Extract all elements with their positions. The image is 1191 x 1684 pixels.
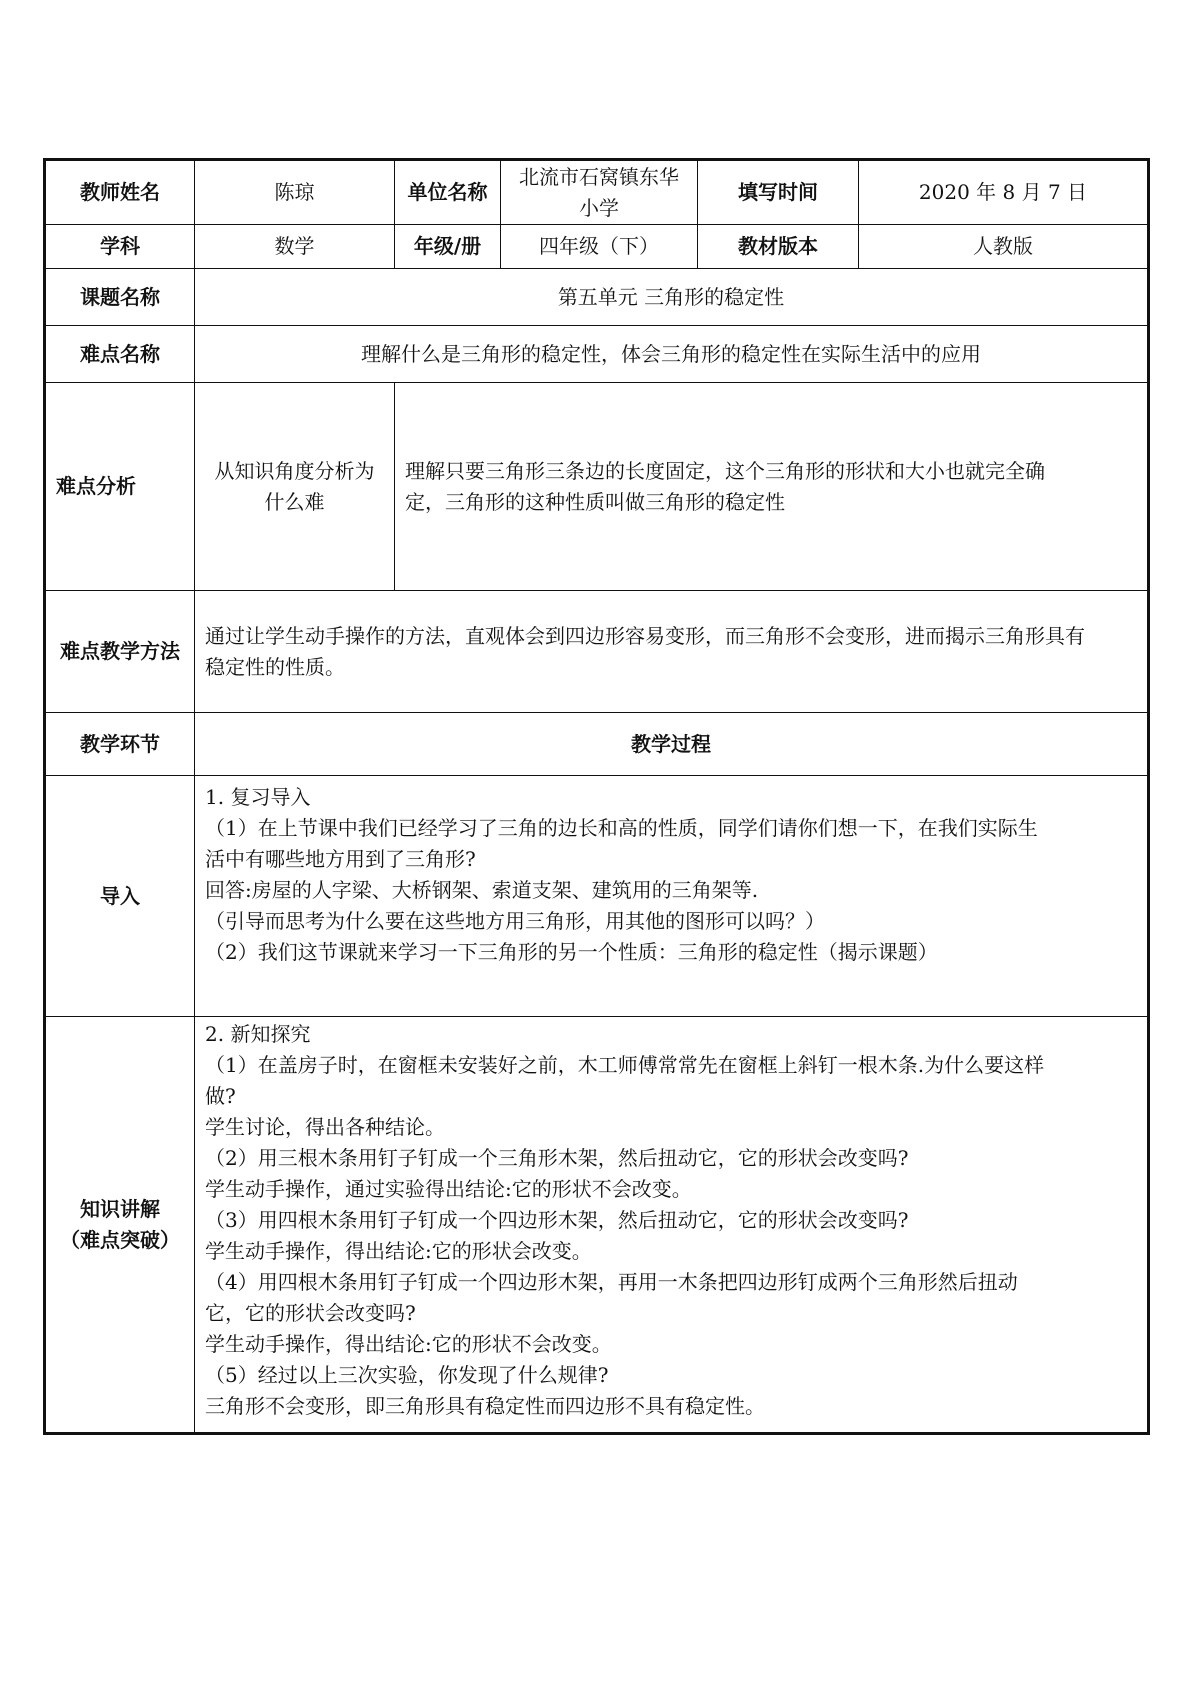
- unit-value-line1: 北流市石窝镇东华: [519, 164, 679, 189]
- grade-label: 年级/册: [395, 225, 501, 269]
- knowledge-line: 三角形不会变形，即三角形具有稳定性而四边形不具有稳定性。: [205, 1394, 765, 1418]
- topic-row: [45, 269, 1149, 326]
- subject-value: 数学: [195, 225, 395, 269]
- analysis-sub-label-line1: 从知识角度分析为: [214, 458, 375, 483]
- intro-row: [45, 776, 1149, 1017]
- knowledge-line: 做?: [205, 1084, 236, 1108]
- header-row-2: [45, 225, 1149, 269]
- lesson-plan-table: [43, 158, 1150, 1435]
- knowledge-line: （4）用四根木条用钉子钉成一个四边形木架，再用一木条把四边形钉成两个三角形然后扭动: [205, 1270, 1018, 1294]
- subject-label: 学科: [45, 225, 195, 269]
- knowledge-line: 它，它的形状会改变吗?: [205, 1301, 416, 1325]
- knowledge-row: [45, 1017, 1149, 1434]
- knowledge-label-line1: 知识讲解: [80, 1196, 160, 1221]
- intro-line: 回答:房屋的人字梁、大桥钢架、索道支架、建筑用的三角架等.: [205, 878, 759, 902]
- knowledge-line: 学生动手操作，得出结论:它的形状会改变。: [205, 1239, 592, 1263]
- difficulty-value: 理解什么是三角形的稳定性，体会三角形的稳定性在实际生活中的应用: [195, 326, 1149, 383]
- knowledge-line: （1）在盖房子时，在窗框未安装好之前，木工师傅常常先在窗框上斜钉一根木条.为什么要这样: [205, 1053, 1045, 1077]
- unit-value: [501, 160, 698, 225]
- knowledge-label-line2: （难点突破）: [60, 1227, 180, 1252]
- analysis-sub-label-line2: 什么难: [264, 489, 325, 514]
- intro-label: 导入: [45, 776, 195, 1017]
- knowledge-line: （2）用三根木条用钉子钉成一个三角形木架，然后扭动它，它的形状会改变吗?: [205, 1146, 909, 1170]
- knowledge-line: 学生动手操作，通过实验得出结论:它的形状不会改变。: [205, 1177, 692, 1201]
- intro-line: 活中有哪些地方用到了三角形?: [205, 847, 476, 871]
- knowledge-line: 学生讨论，得出各种结论。: [205, 1115, 445, 1139]
- process-label: 教学过程: [195, 713, 1149, 776]
- difficulty-row: [45, 326, 1149, 383]
- knowledge-label: [45, 1017, 195, 1434]
- analysis-text-line1: 理解只要三角形三条边的长度固定，这个三角形的形状和大小也就完全确: [405, 458, 1045, 483]
- edition-value: 人教版: [859, 225, 1149, 269]
- topic-label: 课题名称: [45, 269, 195, 326]
- stage-label: 教学环节: [45, 713, 195, 776]
- edition-label: 教材版本: [698, 225, 859, 269]
- knowledge-line: （3）用四根木条用钉子钉成一个四边形木架，然后扭动它，它的形状会改变吗?: [205, 1208, 909, 1232]
- difficulty-label: 难点名称: [45, 326, 195, 383]
- analysis-label: 难点分析: [45, 383, 195, 591]
- method-text-line1: 通过让学生动手操作的方法，直观体会到四边形容易变形，而三角形不会变形，进而揭示三角形具有: [205, 623, 1085, 648]
- knowledge-line: （5）经过以上三次实验，你发现了什么规律?: [205, 1363, 609, 1387]
- method-text: [195, 591, 1149, 713]
- intro-text: [195, 776, 1149, 1017]
- knowledge-text: [195, 1017, 1149, 1434]
- teacher-value: 陈琼: [195, 160, 395, 225]
- knowledge-line: 学生动手操作，得出结论:它的形状不会改变。: [205, 1332, 612, 1356]
- teacher-label: 教师姓名: [45, 160, 195, 225]
- intro-line: （2）我们这节课就来学习一下三角形的另一个性质：三角形的稳定性（揭示课题）: [205, 940, 938, 964]
- intro-line: （1）在上节课中我们已经学习了三角的边长和高的性质，同学们请你们想一下，在我们实际生: [205, 816, 1038, 840]
- intro-line: 1. 复习导入: [205, 785, 311, 809]
- knowledge-line: 2. 新知探究: [205, 1022, 311, 1046]
- date-label: 填写时间: [698, 160, 859, 225]
- unit-label: 单位名称: [395, 160, 501, 225]
- topic-value: 第五单元 三角形的稳定性: [195, 269, 1149, 326]
- unit-value-line2: 小学: [579, 195, 619, 220]
- method-text-line2: 稳定性的性质。: [205, 654, 345, 679]
- analysis-text: [395, 383, 1149, 591]
- intro-line: （引导而思考为什么要在这些地方用三角形，用其他的图形可以吗？）: [205, 909, 825, 933]
- analysis-text-line2: 定，三角形的这种性质叫做三角形的稳定性: [405, 489, 785, 514]
- process-header-row: [45, 713, 1149, 776]
- analysis-row: [45, 383, 1149, 591]
- method-row: [45, 591, 1149, 713]
- header-row-1: [45, 160, 1149, 225]
- method-label: 难点教学方法: [45, 591, 195, 713]
- date-value: 2020 年 8 月 7 日: [859, 160, 1149, 225]
- grade-value: 四年级（下）: [501, 225, 698, 269]
- analysis-sub-label: [195, 383, 395, 591]
